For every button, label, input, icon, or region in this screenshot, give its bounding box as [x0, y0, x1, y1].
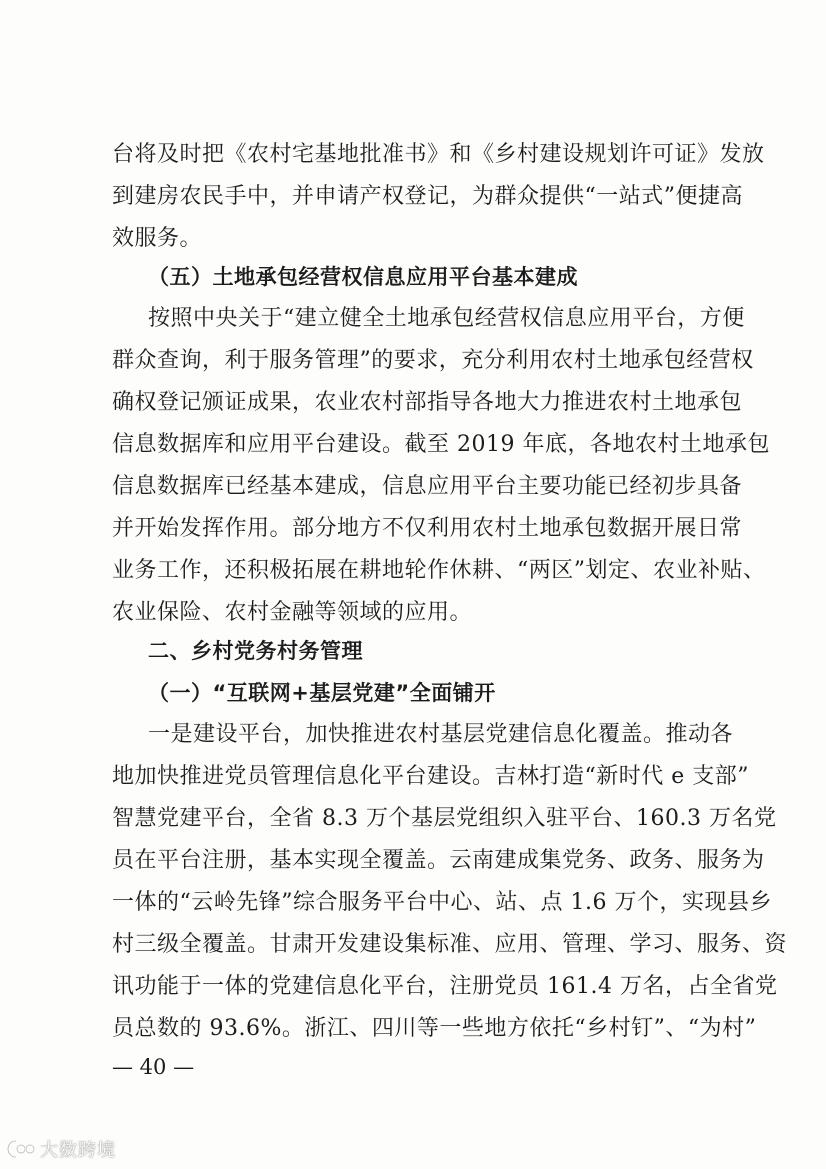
section-5-line-5: 信息数据库已经基本建成，信息应用平台主要功能已经初步具备: [112, 474, 743, 499]
intro-line-2: 到建房农民手中，并申请产权登记，为群众提供“一站式”便捷高: [112, 184, 743, 209]
subsection-1-heading: （一）“互联网+基层党建”全面铺开: [148, 681, 496, 705]
watermark-text: 大数跨境: [40, 1140, 116, 1161]
subsection-1-line-8: 员总数的 93.6%。浙江、四川等一些地方依托“乡村钉”、“为村”: [112, 1016, 757, 1041]
section-5-line-7: 业务工作，还积极拓展在耕地轮作休耕、“两区”划定、农业补贴、: [112, 558, 766, 583]
intro-line-1: 台将及时把《农村宅基地批准书》和《乡村建设规划许可证》发放: [112, 142, 765, 167]
section-5-line-6: 并开始发挥作用。部分地方不仅利用农村土地承包数据开展日常: [112, 516, 743, 541]
section-5-line-8: 农业保险、农村金融等领域的应用。: [112, 600, 473, 625]
subsection-1-line-1: 一是建设平台，加快推进农村基层党建信息化覆盖。推动各: [148, 722, 734, 747]
section-5-line-2: 群众查询，利于服务管理”的要求，充分利用农村土地承包经营权: [112, 348, 754, 373]
subsection-1-line-3: 智慧党建平台，全省 8.3 万个基层党组织入驻平台、160.3 万名党: [112, 806, 777, 831]
watermark-logo-icon: [6, 1138, 36, 1160]
watermark: [6, 1136, 116, 1162]
page-number: — 40 —: [112, 1055, 195, 1079]
section-5-heading: （五）土地承包经营权信息应用平台基本建成: [148, 265, 578, 289]
subsection-1-line-6: 村三级全覆盖。甘肃开发建设集标准、应用、管理、学习、服务、资: [112, 932, 788, 957]
section-5-line-1: 按照中央关于“建立健全土地承包经营权信息应用平台，方便: [148, 306, 745, 331]
subsection-1-line-2: 地加快推进党员管理信息化平台建设。吉林打造“新时代 e 支部”: [112, 764, 750, 789]
section-5-line-3: 确权登记颁证成果，农业农村部指导各地大力推进农村土地承包: [112, 390, 743, 415]
subsection-1-line-7: 讯功能于一体的党建信息化平台，注册党员 161.4 万名，占全省党: [112, 974, 778, 999]
intro-line-3: 效服务。: [112, 226, 203, 251]
chapter-2-heading: 二、乡村党务村务管理: [148, 639, 363, 663]
section-5-line-4: 信息数据库和应用平台建设。截至 2019 年底，各地农村土地承包: [112, 432, 770, 457]
subsection-1-line-5: 一体的“云岭先锋”综合服务平台中心、站、点 1.6 万个，实现县乡: [112, 890, 772, 915]
subsection-1-line-4: 员在平台注册，基本实现全覆盖。云南建成集党务、政务、服务为: [112, 848, 765, 873]
